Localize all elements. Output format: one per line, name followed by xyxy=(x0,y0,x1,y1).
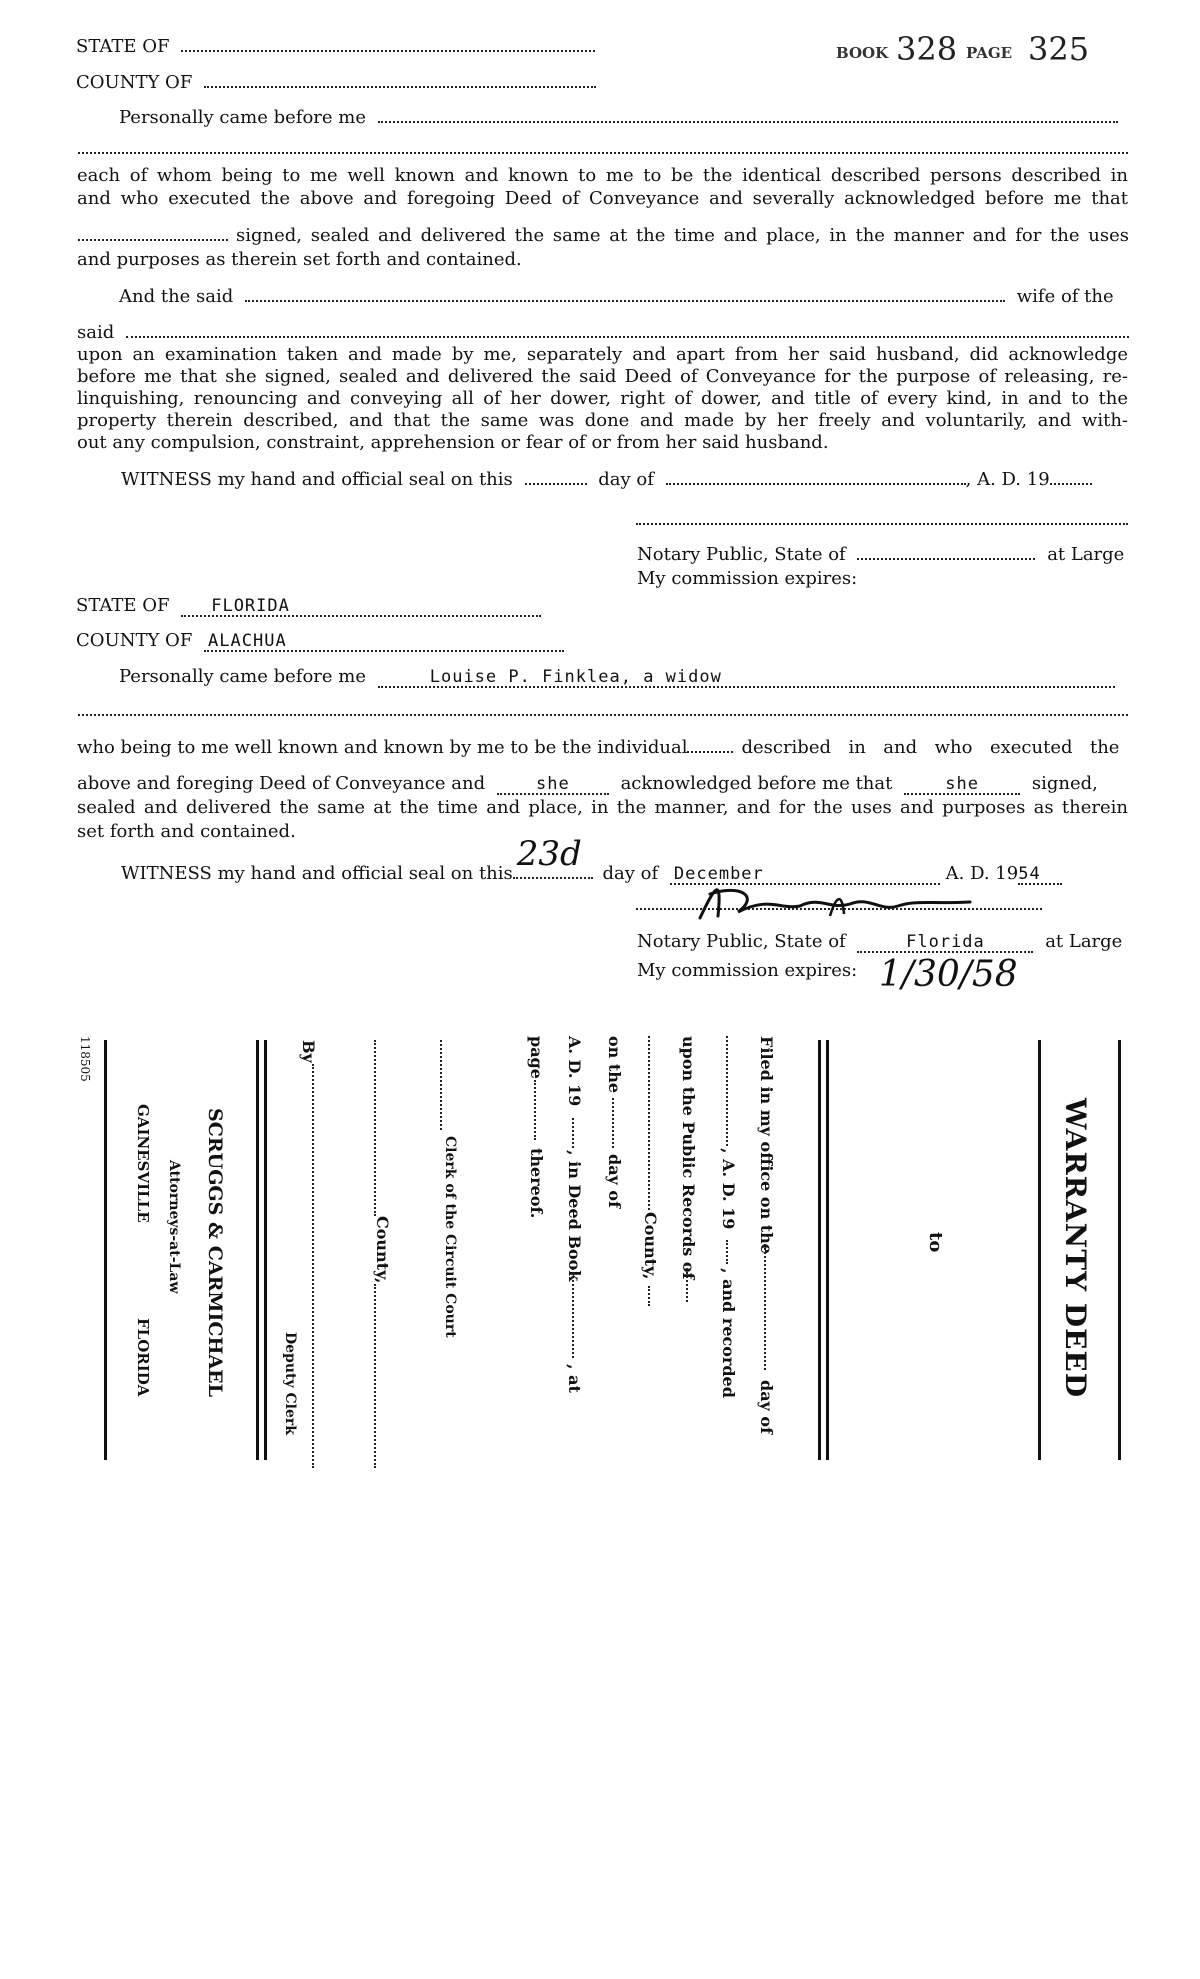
cover-bar-6 xyxy=(1038,1040,1041,1460)
firm-city: GAINESVILLE xyxy=(134,1104,152,1223)
ack2-notary-state-field[interactable] xyxy=(857,931,1033,953)
stamp-book-label: BOOK xyxy=(836,44,889,62)
cover-bar-3 xyxy=(264,1040,267,1460)
ack2-who-being-line xyxy=(77,737,1119,759)
ack1-came-before-label: Personally came before me xyxy=(119,107,366,128)
ack1-exam-line-1: upon an examination taken and made by me, separately and apart from her said husband, did acknowledge xyxy=(77,344,1128,365)
stamp-page-number: 325 xyxy=(1028,30,1090,68)
firm-name: SCRUGGS & CARMICHAEL xyxy=(204,1108,226,1397)
ack1-at-large-label: at Large xyxy=(1047,544,1125,565)
filed-thereof-label: thereof. xyxy=(527,1148,546,1219)
ack2-notary-state-value: Florida xyxy=(906,932,985,952)
filed-county-field[interactable] xyxy=(648,1036,650,1210)
ack1-state-field[interactable] xyxy=(181,36,595,52)
ack1-wife-name-field[interactable] xyxy=(245,286,1005,302)
filed-upon-records-label: upon the Public Records of xyxy=(679,1036,698,1280)
ack1-day-field[interactable] xyxy=(525,469,587,485)
ack2-expires-value: 1/30/58 xyxy=(878,954,1018,995)
filed-day-of-2-label: day of xyxy=(605,1154,624,1208)
ack1-said-line xyxy=(77,322,1129,344)
ack2-she1-field[interactable] xyxy=(497,773,609,795)
ack1-said-label: said xyxy=(77,322,115,343)
ack1-who-signed-field[interactable] xyxy=(78,225,228,241)
filed-on-day-field[interactable] xyxy=(612,1098,614,1148)
ack2-set-forth: set forth and contained. xyxy=(77,821,296,842)
filed-records-field[interactable] xyxy=(686,1268,688,1302)
ack2-acknowledged: acknowledged before me that xyxy=(620,773,893,794)
county-field-1[interactable] xyxy=(374,1040,376,1216)
ack2-described-in: described in and who executed the xyxy=(741,737,1120,758)
ack1-witness-label: WITNESS my hand and official seal on this xyxy=(121,469,513,490)
ack2-notary-label: Notary Public, State of xyxy=(637,931,846,952)
ack2-sealed-line: sealed and delivered the same at the time and place, in the manner, and for the uses and purposes as therein xyxy=(77,797,1128,818)
ack2-individual-suffix-field[interactable] xyxy=(687,737,733,753)
ack1-county-field[interactable] xyxy=(204,72,596,88)
record-stamp xyxy=(832,30,1132,70)
ack2-she2-value: she xyxy=(945,774,979,794)
ack1-signed-line xyxy=(78,225,1129,247)
ack2-year-field[interactable] xyxy=(1018,863,1062,885)
ack1-and-the-said-label: And the said xyxy=(119,286,234,307)
firm-state: FLORIDA xyxy=(134,1318,152,1397)
ack1-exam-line-3: linquishing, renouncing and conveying all of her dower, right of dower, and title of every kind, in and to the xyxy=(77,388,1128,409)
ack2-she2-field[interactable] xyxy=(904,773,1020,795)
ack1-month-field[interactable] xyxy=(666,469,966,485)
filed-page-field[interactable] xyxy=(534,1080,536,1140)
ack2-month-value: December xyxy=(673,864,764,884)
notary-signature-icon xyxy=(680,866,980,936)
ack1-day-of-label: day of xyxy=(598,469,654,490)
filed-at-label: , at xyxy=(565,1364,584,1393)
deputy-clerk-label: Deputy Clerk xyxy=(282,1332,298,1435)
filed-year1-field[interactable] xyxy=(726,1240,728,1264)
ack2-person-field-2[interactable] xyxy=(78,700,1128,716)
county-field-2[interactable] xyxy=(374,1284,376,1468)
ack1-exam-line-2: before me that she signed, sealed and delivered the said Deed of Conveyance for the purpose of releasing, re- xyxy=(77,366,1128,387)
ack1-commission: My commission expires: xyxy=(637,568,858,589)
ack2-state-field[interactable] xyxy=(181,595,541,617)
ack2-state-line xyxy=(76,595,541,617)
stamp-page-label: PAGE xyxy=(966,44,1013,62)
filed-county-field-2[interactable] xyxy=(648,1286,650,1306)
by-label: By xyxy=(299,1040,318,1063)
clerk-name-field[interactable] xyxy=(440,1040,442,1130)
ack1-county-label: COUNTY OF xyxy=(76,72,193,93)
ack2-signed: signed, xyxy=(1031,773,1098,794)
filed-page-label: page xyxy=(527,1036,546,1079)
ack1-year-field[interactable] xyxy=(1050,469,1092,485)
cover-bar-1 xyxy=(104,1040,107,1460)
ack2-day-value: 23d xyxy=(516,834,582,874)
ack1-signed-sealed: signed, sealed and delivered the same at the time and place, in the manner and for the uses xyxy=(236,225,1129,246)
filed-ad19-2-label: A. D. 19 xyxy=(565,1036,584,1107)
warranty-deed-title: WARRANTY DEED xyxy=(1059,1098,1092,1399)
filed-deed-book-label: , in Deed Book xyxy=(565,1150,584,1282)
ack1-signature-line[interactable] xyxy=(636,509,1128,525)
filed-on-the-label: on the xyxy=(605,1036,624,1094)
filed-in-office-label: Filed in my office on the xyxy=(757,1036,776,1254)
ack1-came-before-line xyxy=(119,107,1118,129)
filed-ad19-label xyxy=(697,1306,698,1311)
ack2-notary-line xyxy=(637,931,1122,953)
ack2-commission-line xyxy=(637,954,1018,995)
ack1-exam-line-5: out any compulsion, constraint, apprehension or fear of or from her said husband. xyxy=(77,432,829,453)
by-field[interactable] xyxy=(312,1064,314,1468)
cover-bar-5 xyxy=(826,1040,829,1460)
ack1-each-whom: each of whom being to me well known and known to me to be the identical described persons described in xyxy=(77,165,1128,186)
ack2-county-field[interactable] xyxy=(204,630,564,652)
ack2-came-before-line xyxy=(119,666,1115,688)
ack2-ad19-label: A. D. 19 xyxy=(945,863,1019,884)
filed-date-field[interactable] xyxy=(726,1036,728,1146)
ack2-county-value: ALACHUA xyxy=(208,631,287,651)
ack2-above-line xyxy=(77,773,1098,795)
ack2-who-being: who being to me well known and known by me to be the individual xyxy=(77,737,688,758)
ack1-person-field-2[interactable] xyxy=(78,138,1128,154)
ack2-person-field[interactable] xyxy=(378,666,1115,688)
ack1-executed-above: and who executed the above and foregoing Deed of Conveyance and severally acknowledged before me that xyxy=(77,188,1128,209)
ack2-day-of-label: day of xyxy=(602,863,659,884)
cover-bar-4 xyxy=(818,1040,821,1460)
filed-office-day-field[interactable] xyxy=(764,1240,766,1370)
filed-day-of-label: day of xyxy=(757,1380,776,1434)
ack1-and-said-line xyxy=(119,286,1114,308)
clerk-circuit-court-label: Clerk of the Circuit Court xyxy=(442,1136,458,1338)
ack1-person-field[interactable] xyxy=(378,107,1118,123)
ack1-notary-label: Notary Public, State of xyxy=(637,544,846,565)
ack2-at-large-label: at Large xyxy=(1045,931,1123,952)
firm-attorneys: Attorneys-at-Law xyxy=(166,1160,182,1294)
ack1-witness-line xyxy=(121,469,1092,491)
ack2-state-value: FLORIDA xyxy=(211,596,290,616)
filed-year2-field[interactable] xyxy=(572,1118,574,1148)
ack2-commission-label: My commission expires: xyxy=(637,960,858,981)
ack1-ad19-label: , A. D. 19 xyxy=(965,469,1050,490)
ack2-day-field[interactable] xyxy=(513,834,593,879)
ack2-witness-label: WITNESS my hand and official seal on this xyxy=(121,863,513,884)
cover-bar-7 xyxy=(1118,1040,1121,1460)
ack1-purposes: and purposes as therein set forth and contained. xyxy=(77,249,522,270)
to-label: to xyxy=(925,1232,946,1253)
ack2-county-label: COUNTY OF xyxy=(76,630,193,651)
ack1-husband-field[interactable] xyxy=(126,322,1129,338)
ack2-above-foregoing: above and foreging Deed of Conveyance and xyxy=(77,773,486,794)
filed-deed-book-field[interactable] xyxy=(572,1268,574,1358)
ack1-county-line xyxy=(76,72,596,94)
ack2-she1-value: she xyxy=(535,774,570,794)
filed-and-recorded-label: , and recorded xyxy=(719,1268,738,1398)
cover-bar-2 xyxy=(256,1040,259,1460)
ack2-year-value: 54 xyxy=(1018,864,1041,884)
ack1-state-label: STATE OF xyxy=(76,36,170,57)
ack1-notary-line xyxy=(637,544,1124,566)
ack1-exam-line-4: property therein described, and that the same was done and made by her freely and voluntarily, and with- xyxy=(77,410,1128,431)
ack1-wife-of-label: wife of the xyxy=(1016,286,1114,307)
stamp-book-number: 328 xyxy=(896,30,958,68)
filed-ad19-1-label: , A. D. 19 xyxy=(719,1148,738,1230)
ack2-person-value: Louise P. Finklea, a widow xyxy=(429,667,722,687)
form-number: 118505 xyxy=(78,1036,92,1082)
clerk-county-label: County, xyxy=(373,1216,392,1284)
ack1-notary-state-field[interactable] xyxy=(857,544,1035,560)
ack2-came-before-label: Personally came before me xyxy=(119,666,366,687)
filed-county-label: County, xyxy=(641,1212,660,1280)
ack2-county-line xyxy=(76,630,564,652)
ack1-state-line xyxy=(76,36,595,58)
ack2-state-label: STATE OF xyxy=(76,595,170,616)
